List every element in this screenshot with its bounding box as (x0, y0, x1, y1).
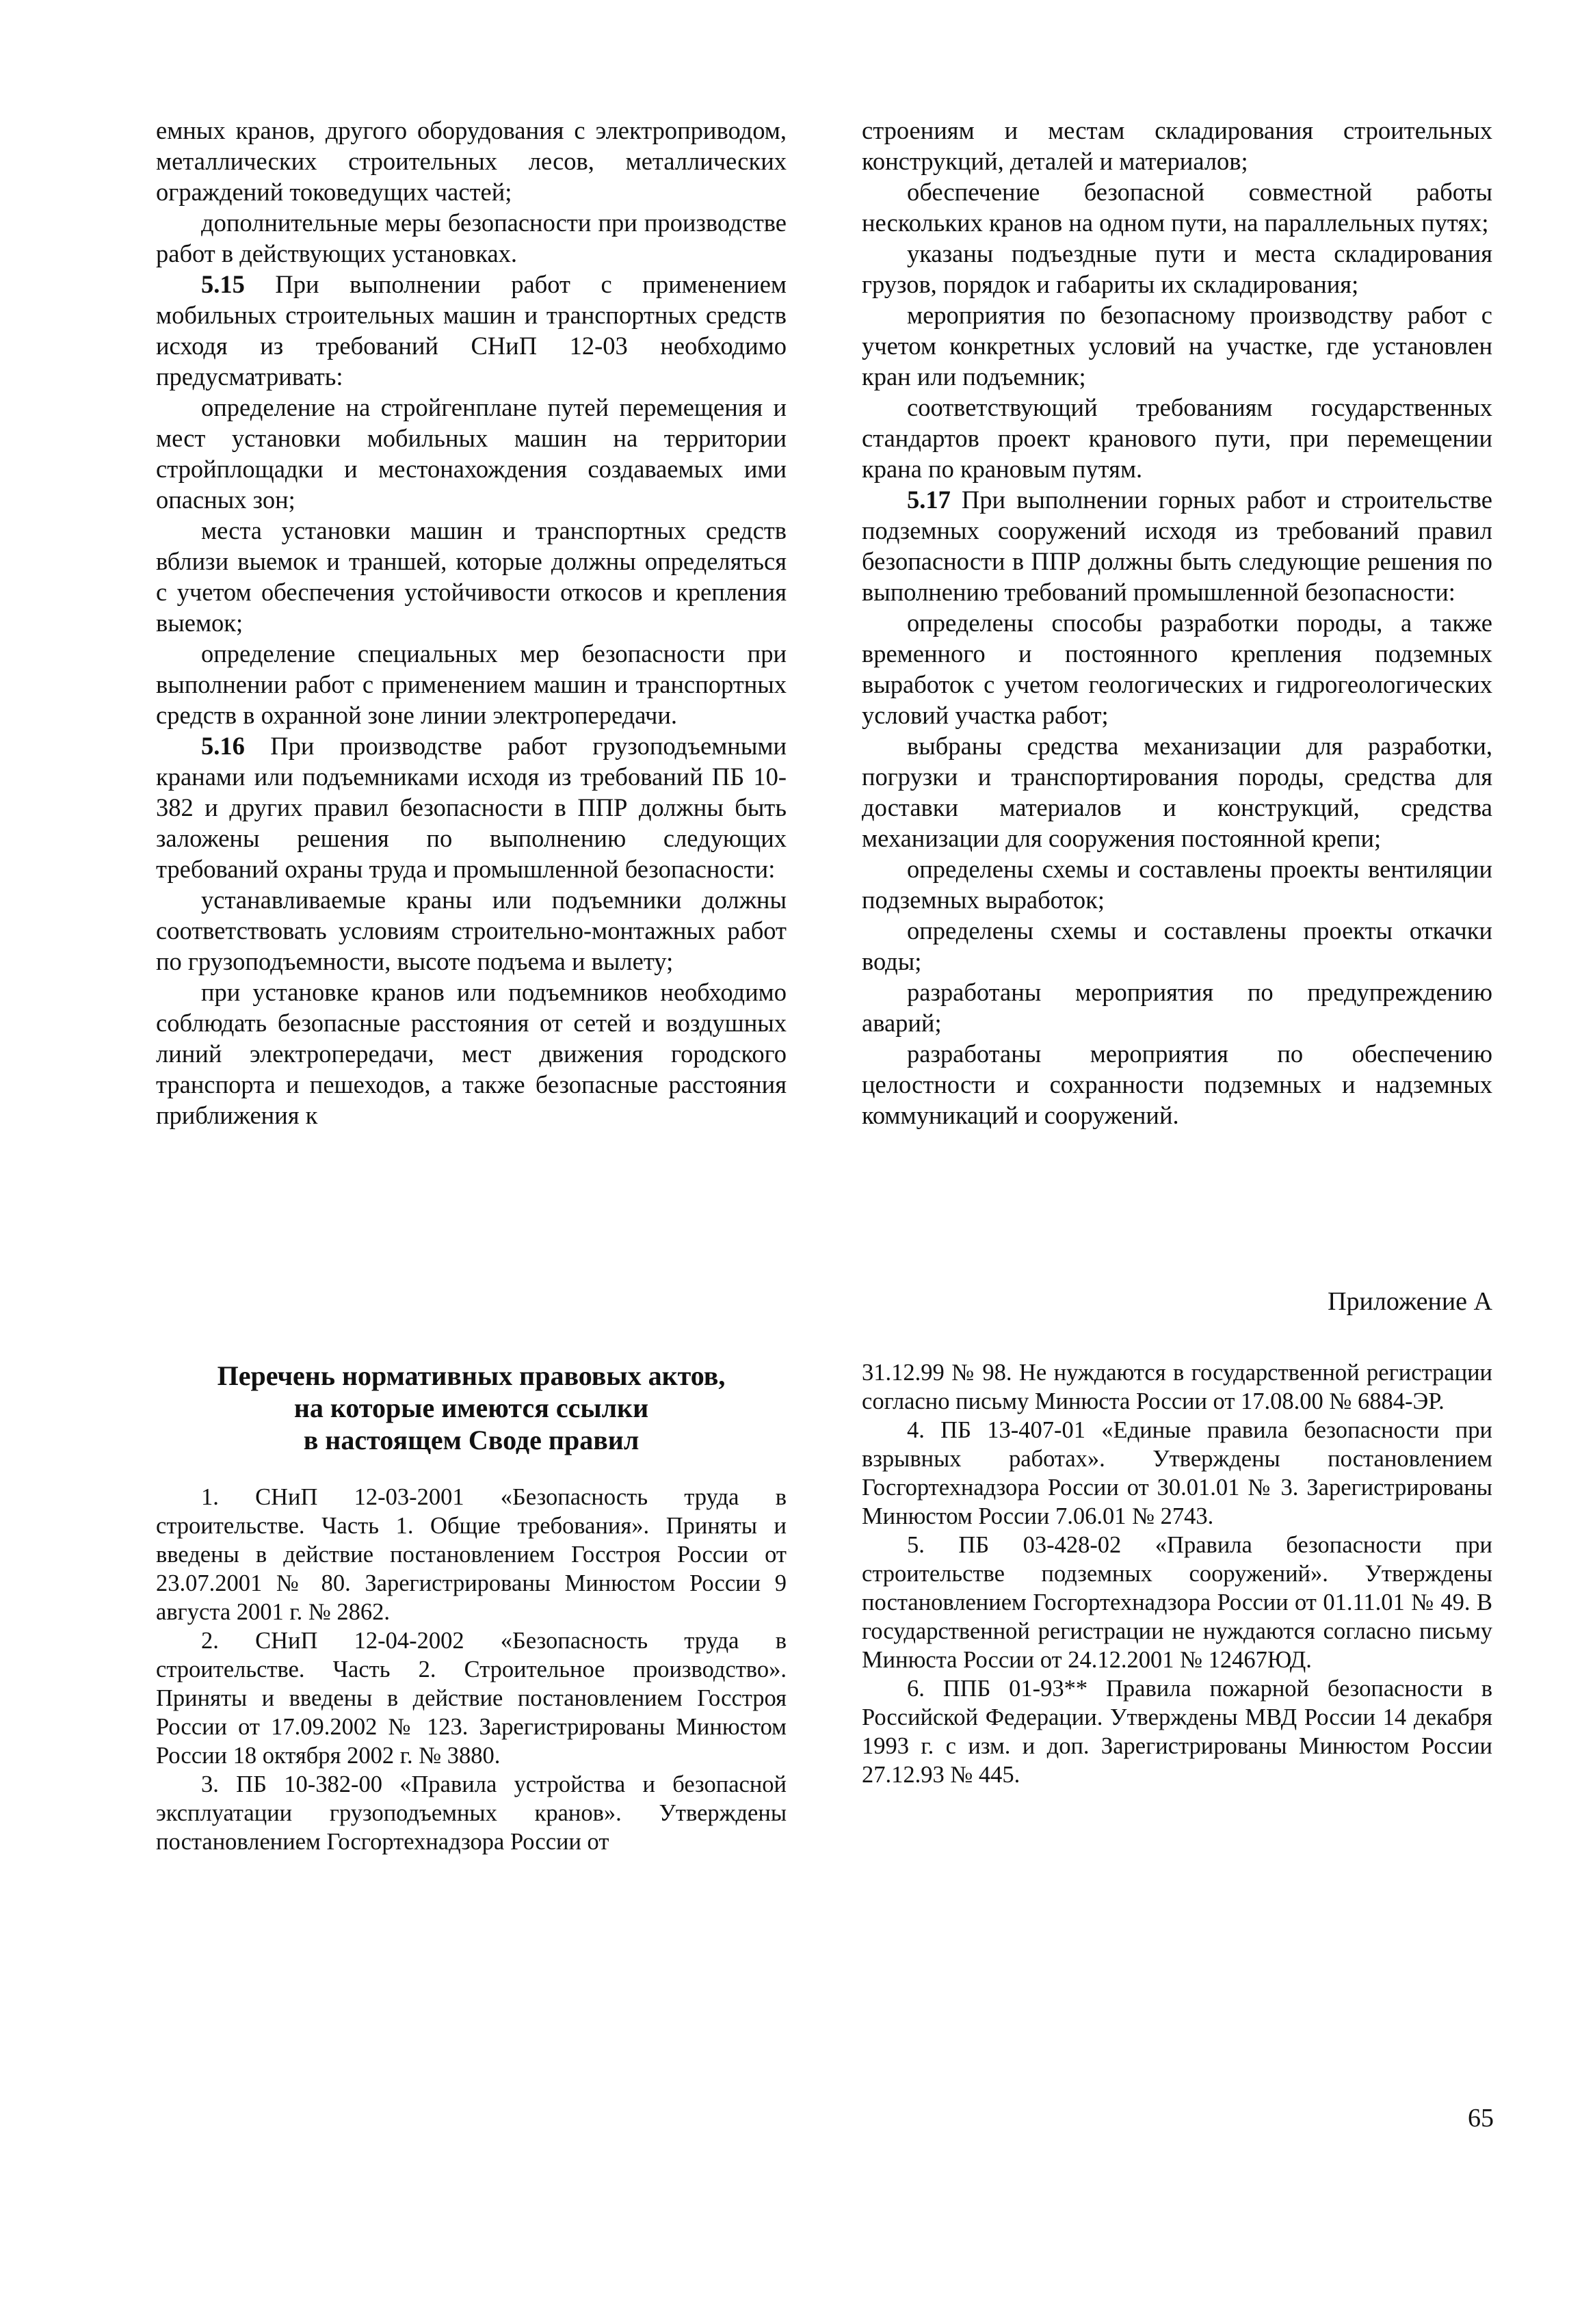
paragraph-text: определены схемы и составлены проекты откачки воды; (862, 916, 1492, 975)
paragraph-text: устанавливаемые краны или подъемники должны соответствовать условиям строительно-монтажных работ по грузоподъемности, высоте подъема и вылету; (156, 886, 787, 975)
paragraph (862, 977, 1492, 1038)
paragraph-text: места установки машин и транспортных средств вблизи выемок и траншей, которые должны определяться с учетом обеспечения устойчивости откосов и крепления выемок; (156, 516, 787, 637)
paragraph (862, 1358, 1492, 1416)
paragraph-text: При выполнении горных работ и строительстве подземных сооружений исходя из требований правил безопасности в ППР должны быть следующие решения по выполнению требований промышленной безопасности: (862, 486, 1492, 606)
numbered-paragraph (156, 730, 787, 884)
paragraph (862, 1531, 1492, 1674)
paragraph (156, 1626, 787, 1770)
paragraph (156, 207, 787, 269)
paragraph-text: определение на стройгенплане путей перемещения и мест установки мобильных машин на территории стройплощадки и местонахождения создаваемых ими опасных зон; (156, 393, 787, 514)
paragraph-text: при установке кранов или подъемников необходимо соблюдать безопасные расстояния от сетей и воздушных линий электропередачи, мест движения городского транспорта и пешеходов, а также безопасные расстояния приближения к (156, 978, 787, 1129)
paragraph-text: разработаны мероприятия по предупреждению аварий; (862, 978, 1492, 1037)
top-left-column (156, 115, 787, 1131)
paragraph (156, 392, 787, 515)
paragraph-text: При выполнении работ с применением мобильных строительных машин и транспортных средств исходя из требований СНиП 12-03 необходимо предусматривать: (156, 270, 787, 391)
paragraph-text: указаны подъездные пути и места складирования грузов, порядок и габариты их складирования; (862, 239, 1492, 298)
paragraph-text: 1. СНиП 12-03-2001 «Безопасность труда в строительстве. Часть 1. Общие требования». Приняты и введены в действие постановлением Госстроя России от 23.07.2001 № 80. Зарегистрированы Минюстом России 9 августа 2001 г. № 2862. (156, 1484, 787, 1625)
numbered-paragraph (862, 484, 1492, 607)
paragraph-text: 4. ПБ 13-407-01 «Единые правила безопасности при взрывных работах». Утверждены постановлением Госгортехнадзора России от 30.01.01 № 3. Зарегистрированы Минюстом России 7.06.01 № 2743. (862, 1417, 1492, 1529)
paragraph-text: емных кранов, другого оборудования с электроприводом, металлических строительных лесов, металлических ограждений токоведущих частей; (156, 116, 787, 206)
paragraph (862, 115, 1492, 176)
paragraph (156, 1770, 787, 1856)
clause-number: 5.16 (201, 732, 245, 760)
clause-number: 5.17 (907, 486, 951, 514)
paragraph-text: 31.12.99 № 98. Не нуждаются в государственной регистрации согласно письму Минюста России от 17.08.00 № 6884-ЭР. (862, 1360, 1492, 1414)
references-heading (156, 1360, 787, 1456)
paragraph-text: 5. ПБ 03-428-02 «Правила безопасности при строительстве подземных сооружений». Утверждены постановлением Госгортехнадзора России от 01.11.01 № 49. В государственной регистрации не нуждаются согласно письму Минюста России от 24.12.2001 № 12467ЮД. (862, 1532, 1492, 1673)
paragraph-text: обеспечение безопасной совместной работы нескольких кранов на одном пути, на параллельных путях; (862, 178, 1492, 237)
paragraph (862, 176, 1492, 238)
paragraph-text: 2. СНиП 12-04-2002 «Безопасность труда в строительстве. Часть 2. Строительное производство». Приняты и введены в действие постановлением Госстроя России от 17.09.2002 № 123. Зарегистрированы Минюстом России 18 октября 2002 г. № 3880. (156, 1628, 787, 1769)
paragraph (862, 607, 1492, 730)
paragraph (862, 730, 1492, 854)
paragraph-text: мероприятия по безопасному производству работ с учетом конкретных условий на участке, где установлен кран или подъемник; (862, 301, 1492, 391)
paragraph-text: определены способы разработки породы, а также временного и постоянного крепления подземных выработок с учетом геологических и гидрогеологических условий участка работ; (862, 609, 1492, 729)
paragraph (156, 515, 787, 638)
paragraph (862, 1674, 1492, 1789)
numbered-paragraph (156, 269, 787, 392)
paragraph (862, 238, 1492, 300)
paragraph-text: разработаны мероприятия по обеспечению целостности и сохранности подземных и надземных коммуникаций и сооружений. (862, 1040, 1492, 1129)
page-number: 65 (1468, 2104, 1494, 2132)
heading-line: в настоящем Своде правил (303, 1425, 640, 1455)
heading-line: Перечень нормативных правовых актов, (217, 1360, 726, 1391)
paragraph (156, 977, 787, 1131)
appendix-label: Приложение А (1328, 1287, 1492, 1316)
paragraph-text: определены схемы и составлены проекты вентиляции подземных выработок; (862, 855, 1492, 914)
paragraph-text: строениям и местам складирования строительных конструкций, деталей и материалов; (862, 116, 1492, 175)
paragraph-text: определение специальных мер безопасности при выполнении работ с применением машин и транспортных средств в охранной зоне линии электропередачи. (156, 639, 787, 729)
paragraph (862, 854, 1492, 915)
paragraph (862, 300, 1492, 392)
paragraph (156, 638, 787, 730)
paragraph (156, 1483, 787, 1626)
heading-line: на которые имеются ссылки (293, 1392, 649, 1423)
paragraph (862, 1416, 1492, 1531)
paragraph-text: дополнительные меры безопасности при производстве работ в действующих установках. (156, 209, 787, 267)
paragraph-text: 3. ПБ 10-382-00 «Правила устройства и безопасной эксплуатации грузоподъемных кранов». Утверждены постановлением Госгортехнадзора России от (156, 1771, 787, 1855)
paragraph-text: выбраны средства механизации для разработки, погрузки и транспортирования породы, средства для доставки материалов и конструкций, средства механизации для сооружения постоянной крепи; (862, 732, 1492, 852)
paragraph-text: При производстве работ грузоподъемными кранами или подъемниками исходя из требований ПБ 10-382 и других правил безопасности в ППР должны быть заложены решения по выполнению следующих требований охраны труда и промышленной безопасности: (156, 732, 787, 883)
paragraph (156, 884, 787, 977)
paragraph (862, 392, 1492, 484)
references-left-column (156, 1483, 787, 1856)
paragraph (862, 915, 1492, 977)
paragraph-text: 6. ППБ 01-93** Правила пожарной безопасности в Российской Федерации. Утверждены МВД России 14 декабря 1993 г. с изм. и доп. Зарегистрированы Минюстом России 27.12.93 № 445. (862, 1676, 1492, 1788)
paragraph-text: соответствующий требованиям государственных стандартов проект кранового пути, при перемещении крана по крановым путям. (862, 393, 1492, 483)
references-right-column (862, 1358, 1492, 1789)
top-right-column (862, 115, 1492, 1131)
paragraph (156, 115, 787, 207)
paragraph (862, 1038, 1492, 1131)
clause-number: 5.15 (201, 270, 245, 298)
